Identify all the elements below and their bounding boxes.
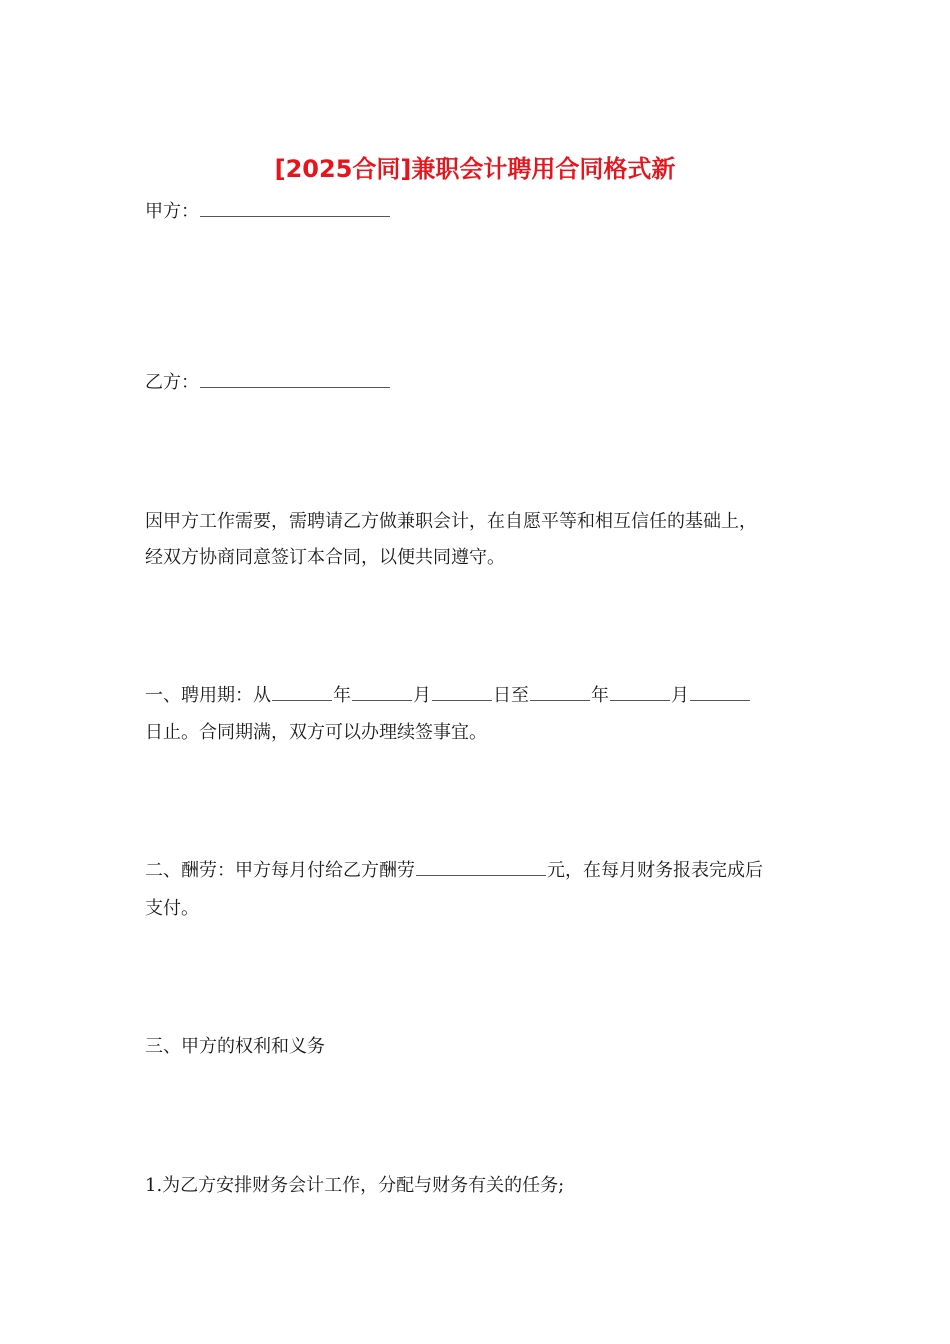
pay-prefix: 二、酬劳：甲方每月付给乙方酬劳 [145, 860, 415, 881]
pay-line-2: 支付。 [145, 898, 199, 919]
start-day-blank [432, 682, 492, 701]
party-a-label: 甲方： [145, 201, 199, 222]
start-month-blank [352, 682, 412, 701]
intro-line-1: 因甲方工作需要，需聘请乙方做兼职会计，在自愿平等和相互信任的基础上， [145, 511, 757, 532]
intro-line-2: 经双方协商同意签订本合同，以便共同遵守。 [145, 547, 505, 568]
pay-line-1 [145, 857, 805, 885]
term-prefix: 一、聘用期：从 [145, 685, 271, 706]
end-day-blank [690, 682, 750, 701]
party-b-label: 乙方： [145, 372, 199, 393]
party-b-line [145, 369, 805, 397]
pay-amount-blank [416, 857, 546, 876]
party-a-line [145, 198, 805, 226]
term-year-label-2: 年 [591, 685, 609, 706]
term-month-label: 月 [413, 685, 431, 706]
term-line-2: 日止。合同期满，双方可以办理续签事宜。 [145, 722, 487, 743]
term-year-label: 年 [333, 685, 351, 706]
party-b-blank [200, 369, 390, 388]
party-a-blank [200, 198, 390, 217]
page-title: [2025合同]兼职会计聘用合同格式新 [274, 155, 676, 183]
end-year-blank [530, 682, 590, 701]
section-3-item-1: 1.为乙方安排财务会计工作，分配与财务有关的任务; [145, 1175, 565, 1196]
pay-suffix: 元，在每月财务报表完成后 [547, 860, 763, 881]
start-year-blank [272, 682, 332, 701]
section-3-heading: 三、甲方的权利和义务 [145, 1036, 325, 1057]
end-month-blank [610, 682, 670, 701]
term-day-to-label: 日至 [493, 685, 529, 706]
term-line-1 [145, 682, 805, 710]
term-month-label-2: 月 [671, 685, 689, 706]
